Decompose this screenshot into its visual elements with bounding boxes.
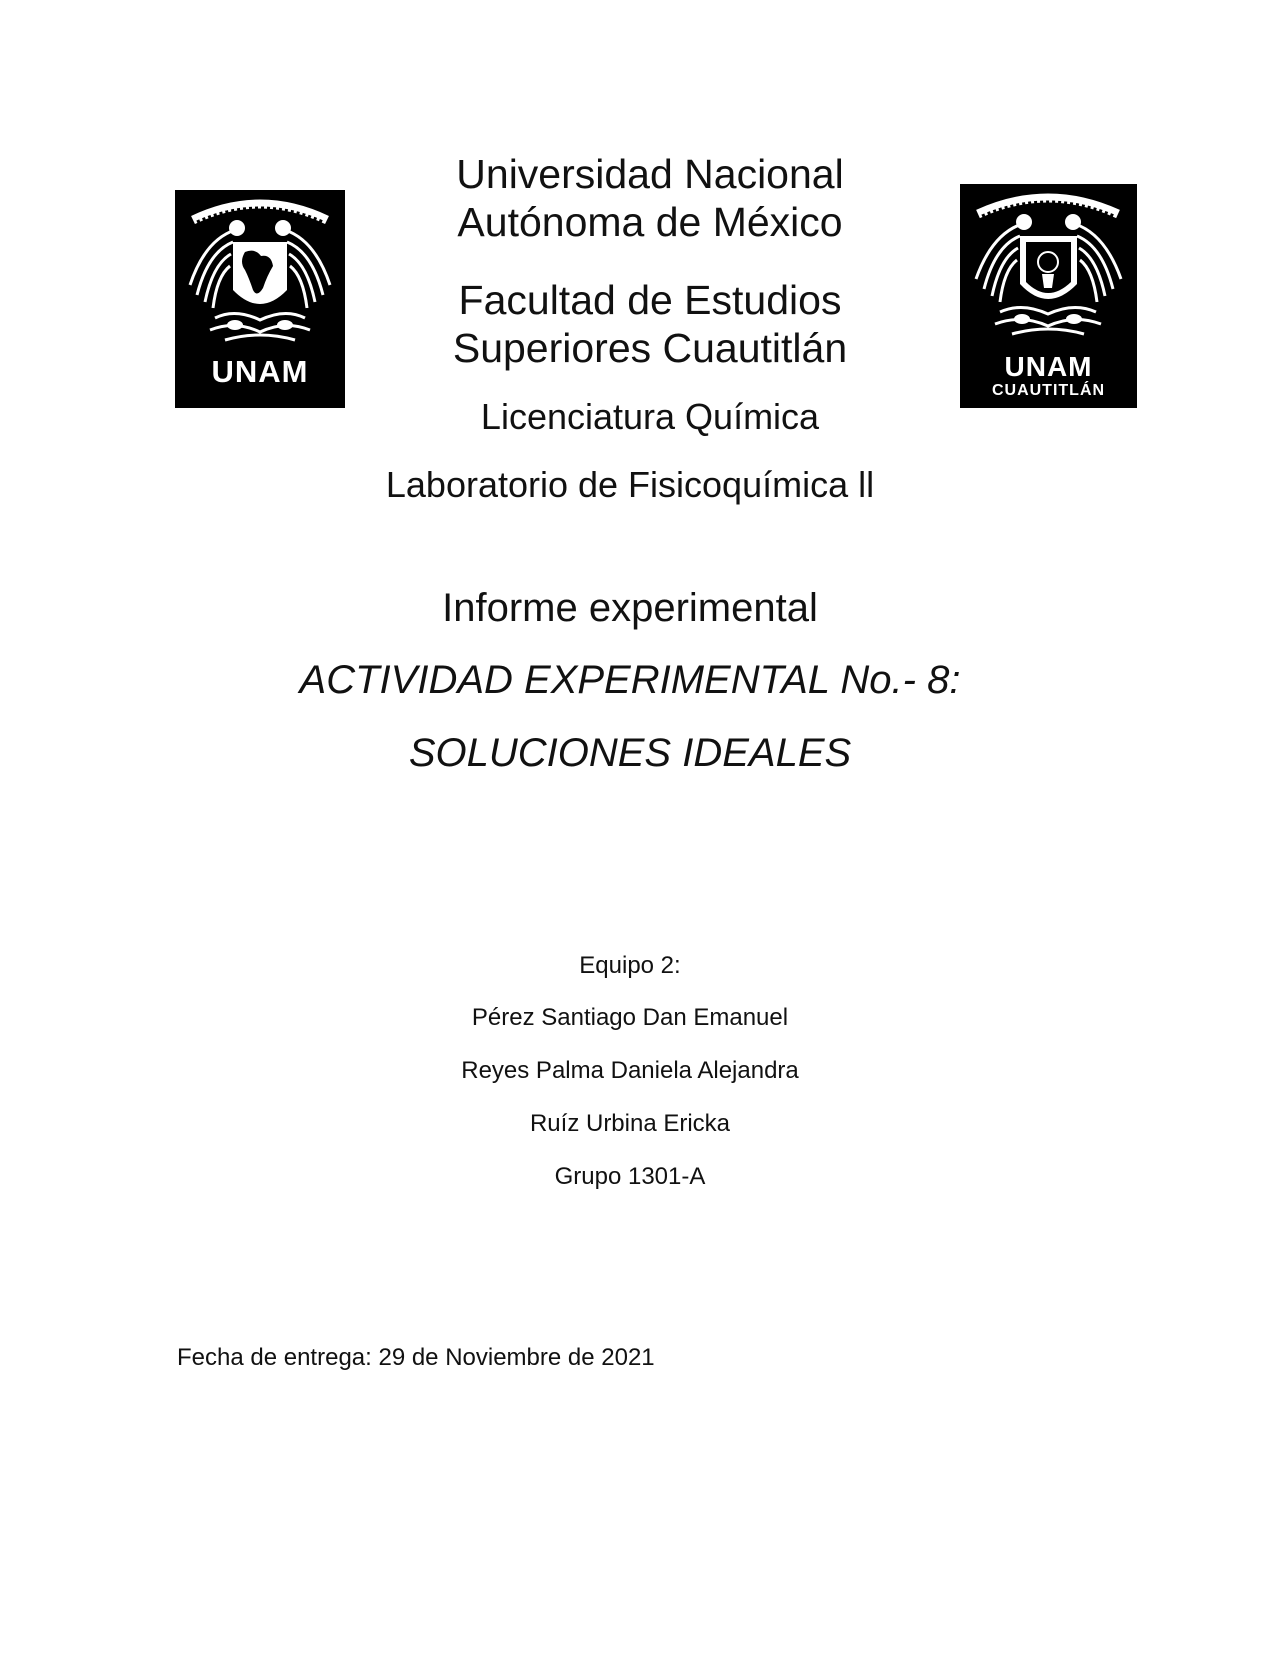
unam-cuautitlan-logo: [960, 184, 1137, 408]
activity-title: ACTIVIDAD EXPERIMENTAL No.- 8:: [299, 658, 961, 702]
team-member: Pérez Santiago Dan Emanuel: [471, 1004, 789, 1031]
unam-cuautitlan-crest-icon: [960, 184, 1137, 349]
faculty-line-2: Superiores Cuautitlán: [452, 325, 848, 372]
university-line-2: Autónoma de México: [457, 199, 843, 246]
team-label: Equipo 2:: [579, 952, 681, 979]
logo-campus-name: CUAUTITLÁN: [991, 382, 1106, 399]
unam-crest-icon: [175, 190, 345, 355]
faculty-name: [360, 276, 940, 373]
faculty-line-1: Facultad de Estudios: [458, 277, 842, 323]
team-member: Reyes Palma Daniela Alejandra: [461, 1057, 799, 1084]
university-line-1: Universidad Nacional: [456, 151, 844, 197]
unam-logo: [175, 190, 345, 408]
report-type: Informe experimental: [442, 586, 818, 630]
university-name: [360, 150, 940, 247]
delivery-date: Fecha de entrega: 29 de Noviembre de 2021: [177, 1344, 655, 1371]
degree-name: Licenciatura Química: [480, 396, 820, 437]
logo-wordmark: UNAM: [211, 354, 309, 389]
team-member: Ruíz Urbina Ericka: [529, 1110, 731, 1137]
lab-name: Laboratorio de Fisicoquímica ll: [385, 464, 875, 505]
logo-wordmark: UNAM: [1004, 351, 1093, 382]
activity-subject: SOLUCIONES IDEALES: [408, 731, 852, 775]
group-label: Grupo 1301-A: [554, 1163, 706, 1190]
